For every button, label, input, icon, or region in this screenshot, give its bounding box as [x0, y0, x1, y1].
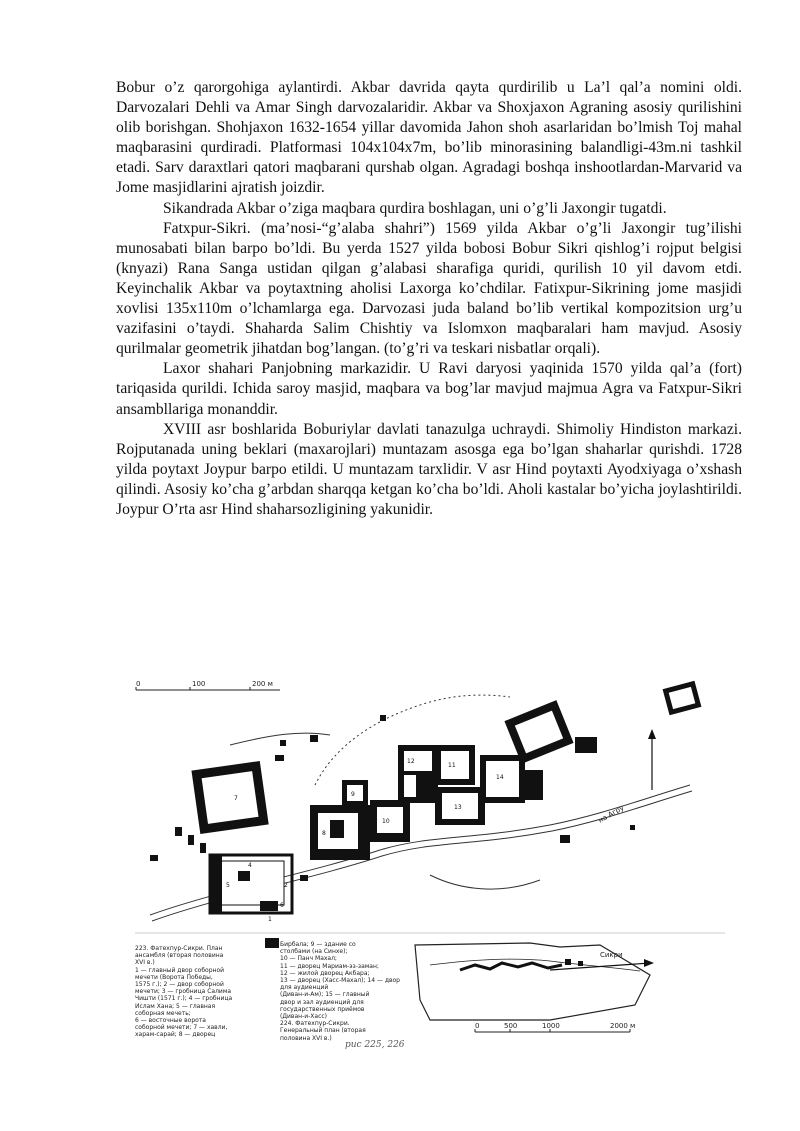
plan-number: 13 — [454, 804, 462, 811]
jama-mosque-complex — [210, 855, 292, 948]
scale-label: 200 м — [252, 680, 273, 688]
scale-bar-top — [136, 680, 280, 690]
plan-number: 9 — [351, 791, 355, 798]
palace-complex — [310, 745, 543, 860]
plan-number: 10 — [382, 818, 390, 825]
plan-number: 12 — [407, 758, 415, 765]
plan-number: 7 — [234, 795, 238, 802]
scale-bar-bottom — [475, 1022, 635, 1032]
paragraph: Laxor shahari Panjobning markazidir. U Ravi daryosi yaqinida 1570 yilda qal’a (fort) tariqasida qurildi. Ichida saroy masjid, maqbara va bog’lar mavjud majmua Agra va Fatxpur-Sikri ansambllariga monanddir. — [116, 360, 742, 418]
handwritten-note: рис 225, 226 — [345, 1040, 405, 1050]
paragraph: Fatxpur-Sikri. (ma’nosi-“g’alaba shahri”) 1569 yilda Akbar o’g’li Jaxongir tug’ilishi munosabati bilan barpo bo’ldi. Bu yerda 1527 yilda bobosi Bobur Sikri qishlog’i rojput belgisi (knyazi) Rana Sanga ustidan qilgan g’alabasi sharafiga quridi, qurilish 10 yil davom etdi. Keyinchalik Akbar va poytaxtning aholisi Laxorga ko’chdilar. Fatixpur-Sikrining jome masjidi xovlisi 135x110m o’lchamlarga ega. Darvozasi juda baland bo’lib vertikal kompozitsion urg’u vazifasini o’taydi. Shaharda Salim Chishtiy va Islomxon maqbaralari ham mavjud. Asosiy qurilmalar geometrik jihatdan bog’langan. (to’g’ri va teskari nisbatlar orqali). — [116, 219, 742, 358]
plan-number: 14 — [496, 774, 504, 781]
general-plan — [415, 943, 654, 1020]
caption-left: 223. Фатехпур-Сикри. План ансамбля (вторая половина XVI в.) 1 — главный двор соборной мечети (Ворота Победы, 1575 г.); 2 — двор соборной мечети; 3 — гробница Салима Чишти (1571 г.); 4 — гробница Ислам Хана; 5 — главная соборная мечеть; 6 — восточные ворота соборной мечети; 7 — хавли, харам-сарай; 8 — дворец — [135, 945, 233, 1039]
caption-middle: Бирбала; 9 — здание со столбами (на Синхе); 10 — Панч Махал; 11 — дворец Мариам-эз-заман; 12 — жилой дворец Акбара; 13 — дворец (Хасс-Махал); 14 — двор для аудиенций (Диван-и-Ам); 15 — главный двор и зал аудиенций для государственных приёмов (Диван-и-Хасс) 224. Фатехпур-Сикри. Генеральный план (вторая половина XVI в.) — [280, 941, 400, 1042]
scale-label: 0 — [475, 1022, 480, 1030]
scale-label: 0 — [136, 680, 141, 688]
plan-number: 1 — [268, 916, 272, 923]
plan-number: 2 — [284, 882, 288, 889]
fatehpur-sikri-plan-figure — [130, 675, 730, 1055]
north-arrow-icon — [648, 729, 656, 790]
plan-number: 6 — [280, 902, 284, 909]
plan-number: 11 — [448, 762, 456, 769]
plan-number: 8 — [322, 830, 326, 837]
scale-label: 1000 — [542, 1022, 560, 1030]
map-label: Сикри — [600, 951, 623, 959]
paragraph: XVIII asr boshlarida Boburiylar davlati tanazulga uchraydi. Shimoliy Hindiston markazi. Rojputanada uning beklari (maxarojlari) muntazam asosga ega bo’lgan shaharlar qurishdi. 1728 yilda poytaxt Joypur barpo etildi. U muntazam tarxlidir. V asr Hind poytaxti Ayodxiyaga o’xshash qilindi. Asosiy ko’cha g’arbdan sharqqa ketgan ko’cha bo’ldi. Aholi kastalar bo’yicha joylashtirildi. Joypur O’rta asr Hind shaharsozligining yakunidir. — [116, 420, 742, 518]
scale-label: 2000 м — [610, 1022, 636, 1030]
plan-number: 4 — [248, 862, 252, 869]
article-text — [116, 78, 742, 520]
scale-label: 500 — [504, 1022, 518, 1030]
road-label: на Агру — [597, 803, 626, 825]
plan-number: 5 — [226, 882, 230, 889]
paragraph: Bobur o’z qarorgohiga aylantirdi. Akbar davrida qayta qurdirilib u La’l qal’a nomini oldi. Darvozalari Dehli va Amar Singh darvozalaridir. Akbar va Shoxjaxon Agraning asosiy qurilishini olib borishgan. Shohjaxon 1632-1654 yillar davomida Jahon shoh asarlaridan bo’lmish Toj mahal maqbarasini qurdiradi. Platformasi 104x104x7m, bo’lib minorasining balandligi-43m.ni tashkil etadi. Sarv daraxtlari qatori maqbarani qurshab olgan. Agradagi boshqa inshootlardan-Marvarid va Jome masjidlarini ajratish joizdir. — [116, 79, 742, 197]
paragraph: Sikandrada Akbar o’ziga maqbara qurdira boshlagan, uni o’g’li Jaxongir tugatdi. — [163, 199, 667, 217]
scale-label: 100 — [192, 680, 206, 688]
